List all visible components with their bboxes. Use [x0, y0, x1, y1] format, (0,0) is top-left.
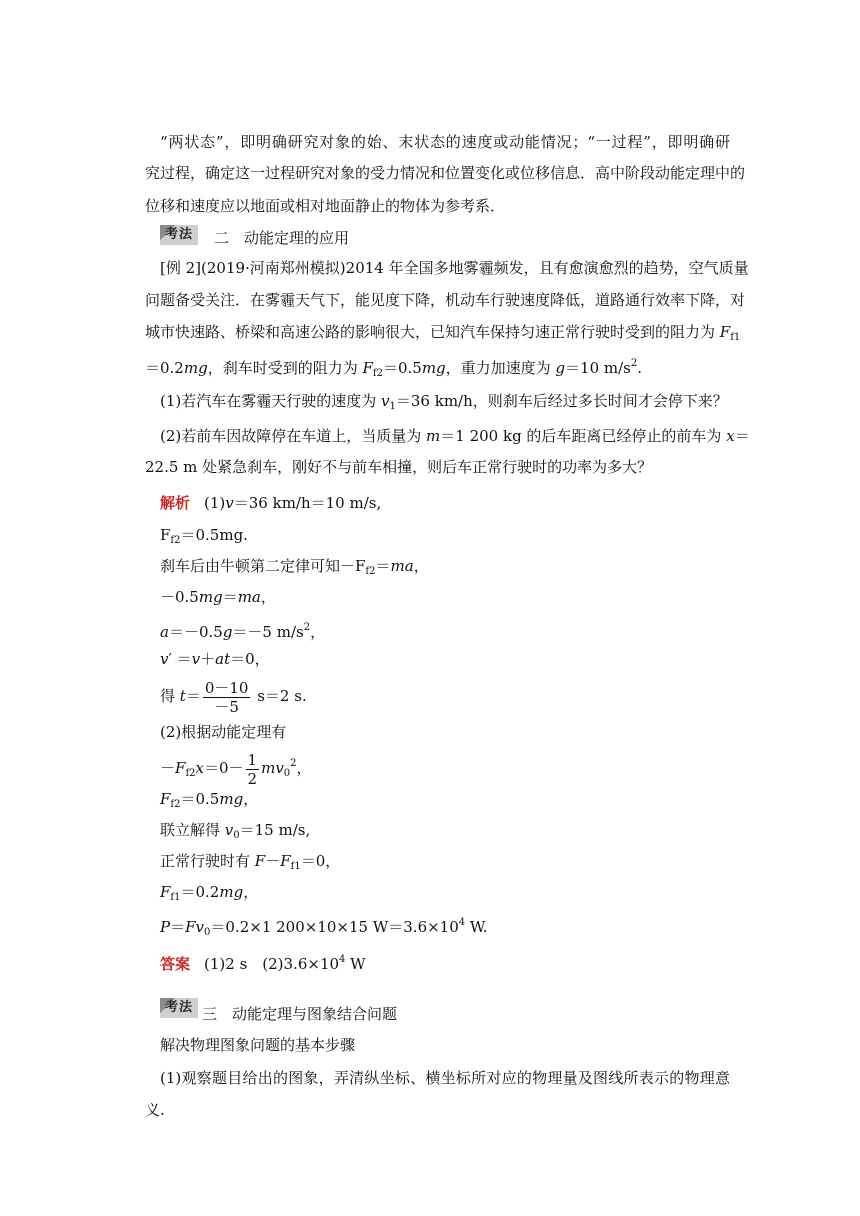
- solution-line-10: $F_{f2}=0.5mg$，: [160, 790, 259, 810]
- solution-line-2: $F_{f2}=0.5mg$.: [160, 526, 248, 546]
- solution-label: 解析: [160, 494, 191, 512]
- answer-line: 答案 (1)2 s $(2)3.6\times 10^4$ W: [160, 954, 366, 973]
- question-2-line-1: (2)若前车因故障停在车道上，当质量为 m＝1 200 kg 的后车距离已经停止的前车为 x＝: [160, 427, 750, 445]
- solution-line-8: (2)根据动能定理有: [160, 723, 287, 741]
- solution-line-5: a＝－0.5g＝－5 $m/s^2$，: [160, 622, 326, 641]
- solution-line-3: 刹车后由牛顿第二定律可知$-F_{f2}=ma$，: [160, 557, 429, 577]
- solution-line-13: $F_{f1}=0.2mg$，: [160, 883, 259, 903]
- steps-item-1-line-2: 义.: [145, 1101, 165, 1119]
- solution-line-11: 联立解得 $v_0=15$ m/s,: [160, 821, 311, 841]
- solution-line-7: 得 t＝ $\frac{0-10}{-5}$ s＝2 s.: [160, 678, 307, 716]
- steps-item-1-line-1: (1)观察题目给出的图象，弄清纵坐标、横坐标所对应的物理量及图线所表示的物理意: [160, 1069, 730, 1087]
- example-line-4: ＝0.2mg，刹车时受到的阻力为 $F_{f2}=0.5mg$，重力加速度为 g＝10 $m/s^2$.: [145, 358, 643, 379]
- solution-line-14: $P=Fv_0=0.2\times 1$ 200×10×15 $W=3.6\times 10^4$ W.: [160, 917, 488, 938]
- solution-line-12: 正常行驶时有 $F-F_{f1}=0$，: [160, 852, 341, 872]
- question-1: (1)若汽车在雾霾天行驶的速度为 $v_1=36$ km/h，则刹车后经过多长时间才会停下来？: [160, 392, 728, 412]
- question-2-line-2: 22.5 m 处紧急刹车，刚好不与前车相撞，则后车正常行驶时的功率为多大？: [145, 458, 653, 476]
- section-badge: 考法: [160, 225, 198, 245]
- section-heading: 二 动能定理的应用: [214, 229, 350, 247]
- example-line-3: 城市快速路、桥梁和高速公路的影响很大，已知汽车保持匀速正常行驶时受到的阻力为 $F_{f1}$: [145, 323, 741, 343]
- steps-title: 解决物理图象问题的基本步骤: [160, 1036, 356, 1054]
- example-line-1: [例 2](2019·河南郑州模拟)2014 年全国多地雾霾频发，且有愈演愈烈的趋势，空气质量: [160, 259, 749, 277]
- solution-line-9: $-F_{f2}x=0-$ $\frac{1}{2}$ $mv_0^2$，: [160, 750, 312, 788]
- section-heading: 三 动能定理与图象结合问题: [202, 1005, 398, 1023]
- answer-label: 答案: [160, 955, 191, 973]
- fraction: $\frac{1}{2}$: [247, 750, 258, 788]
- intro-line-3: 位移和速度应以地面或相对地面静止的物体为参考系．: [145, 197, 506, 215]
- solution-line-4: －0.5mg＝ma，: [160, 588, 276, 606]
- fraction: $\frac{0-10}{-5}$: [204, 678, 249, 716]
- solution-line-1: 解析 (1)v＝36 km/h＝10 m/s,: [160, 494, 382, 512]
- section-badge: 考法: [160, 998, 198, 1018]
- example-line-2: 问题备受关注．在雾霾天气下，能见度下降，机动车行驶速度降低，道路通行效率下降，对: [145, 291, 746, 309]
- solution-line-6: v′ ＝v＋at＝0，: [160, 650, 270, 668]
- intro-line-2: 究过程，确定这一过程研究对象的受力情况和位置变化或位移信息．高中阶段动能定理中的: [145, 164, 746, 182]
- intro-line-1: “两状态”，即明确研究对象的始、末状态的速度或动能情况；“一过程”，即明确研: [160, 133, 730, 151]
